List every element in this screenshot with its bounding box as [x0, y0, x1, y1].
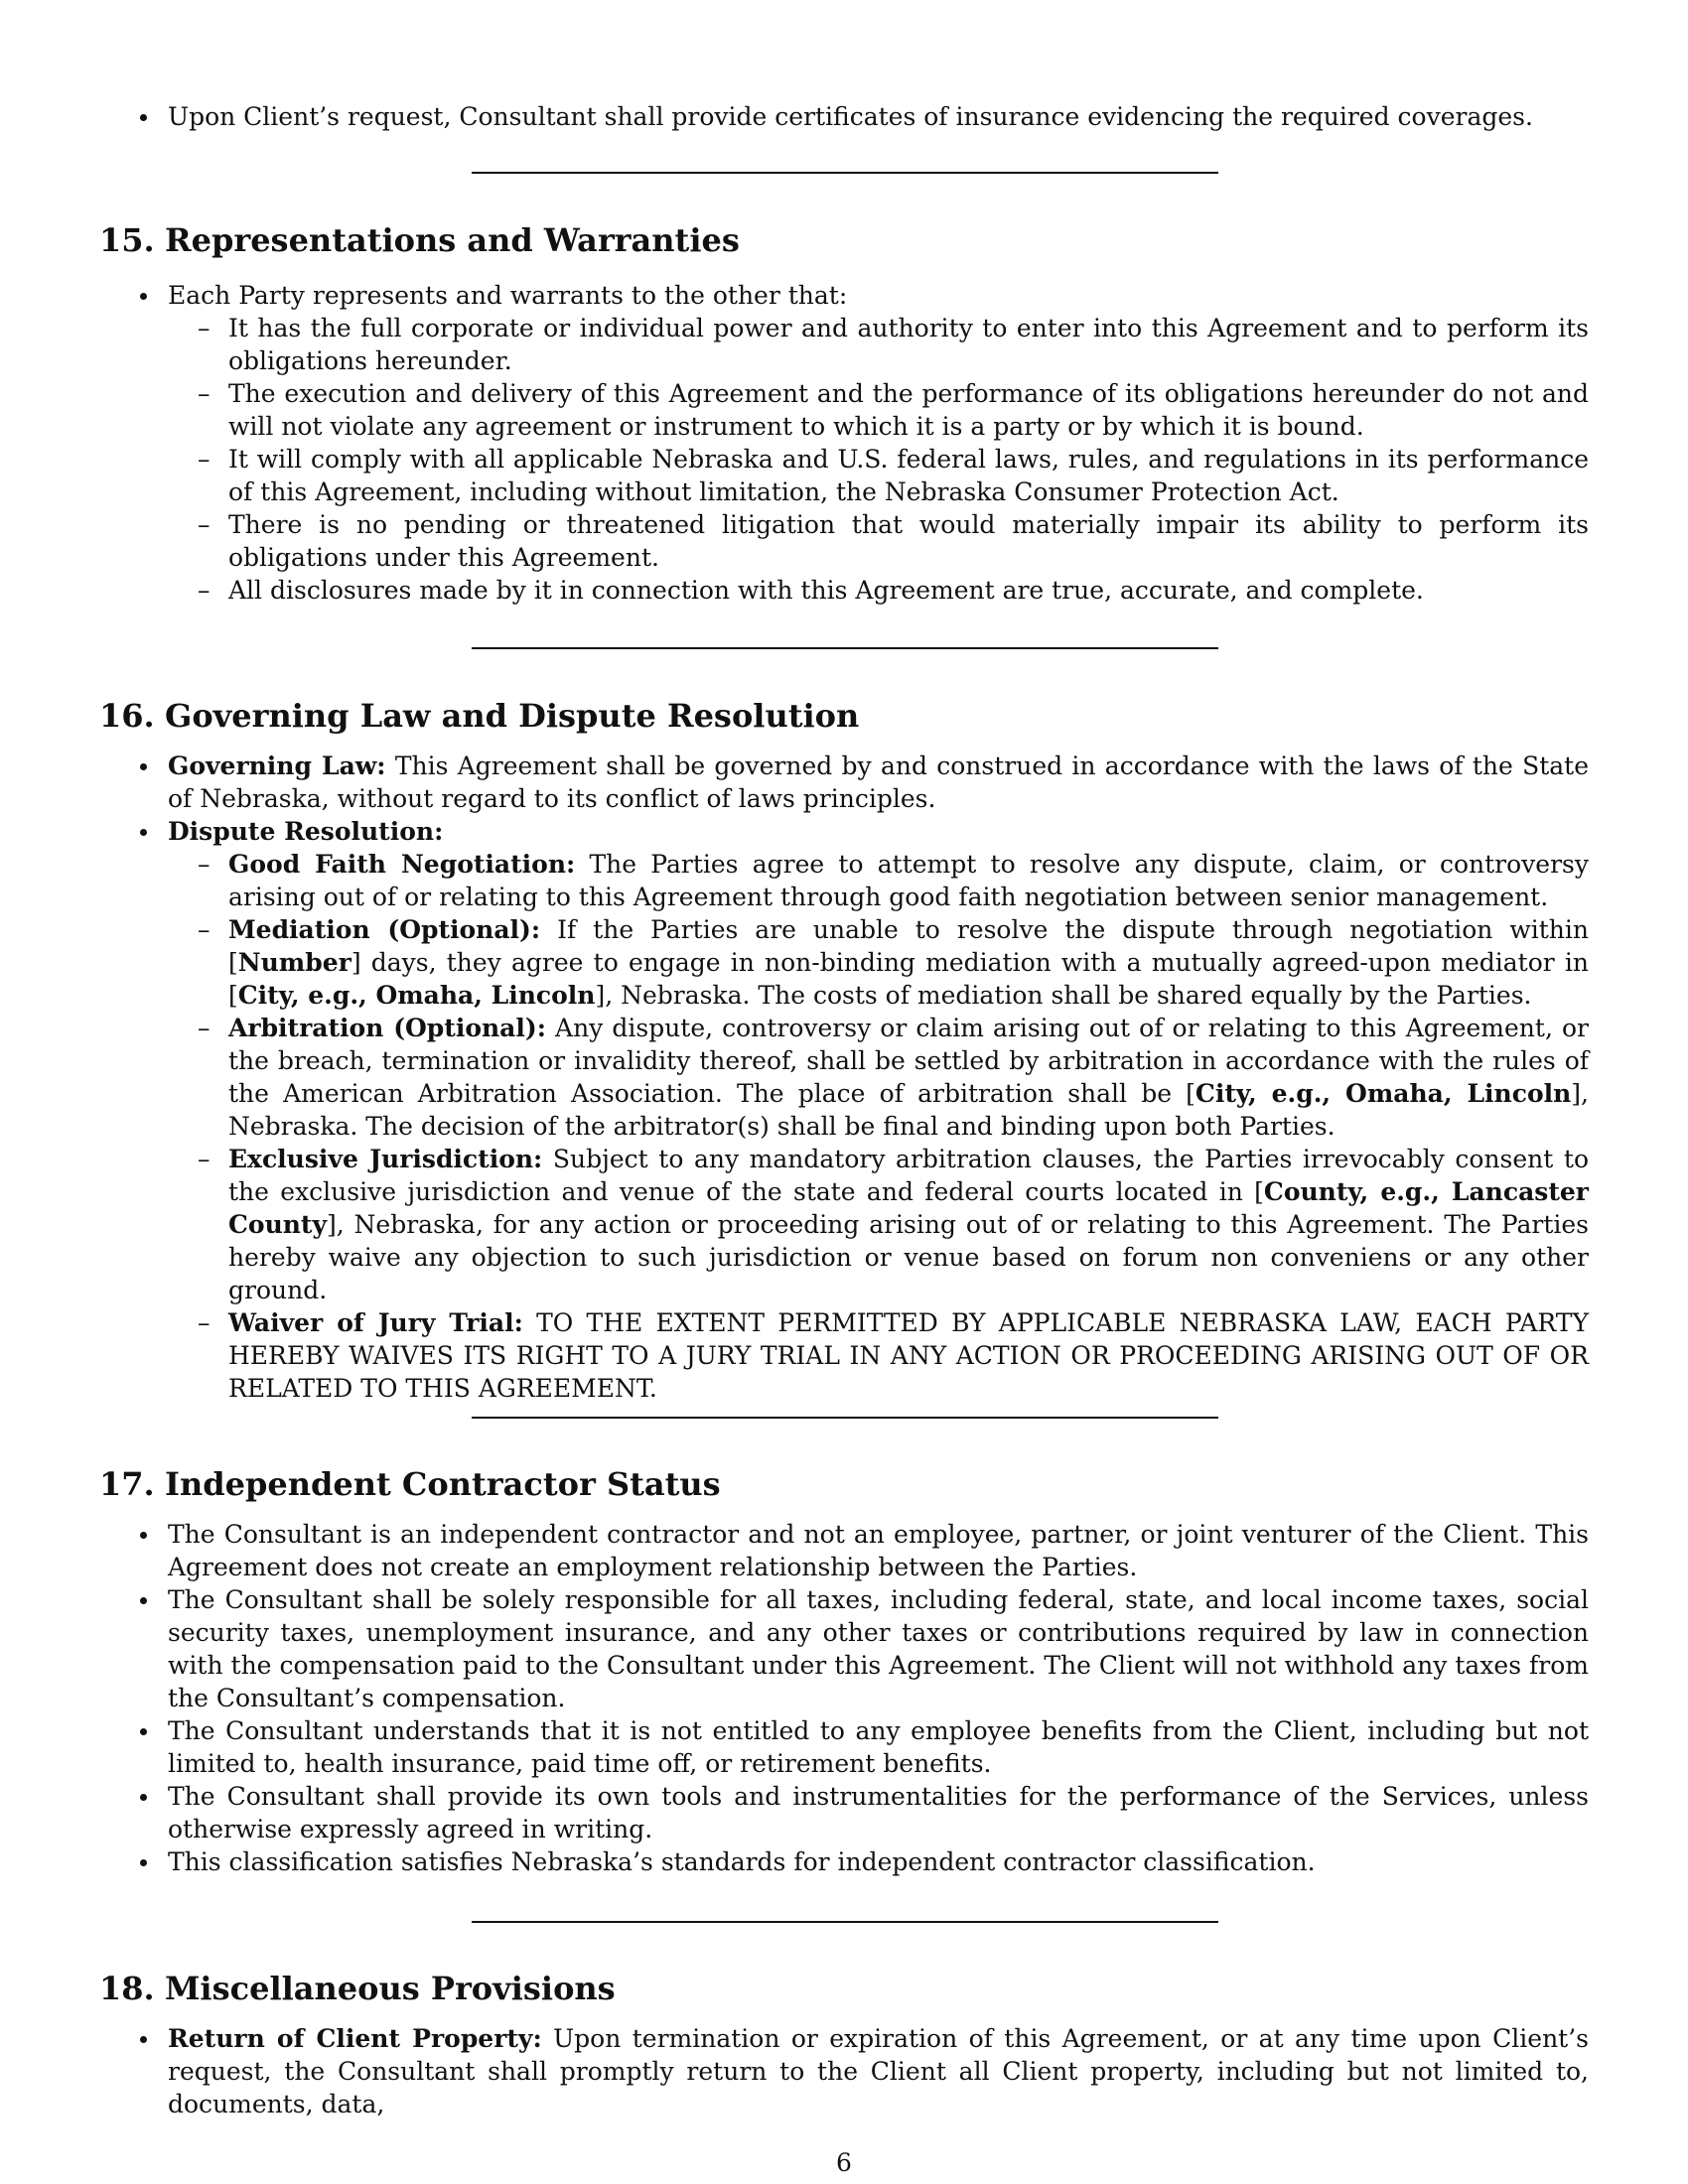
- list-item: – It will comply with all applicable Nebraska and U.S. federal laws, rules, and regulations in its performance of this Agreement, including without limitation, the Nebraska Consumer Protection Act.: [168, 443, 1589, 508]
- list-item: Return of Client Property: Upon termination or expiration of this Agreement, or at any time upon Client’s request, the Consultant shall promptly return to the Client all Client property, including but not limited to, documents, data,: [99, 2022, 1589, 2120]
- insurance-certificates-block: [99, 100, 1589, 133]
- list-item: – All disclosures made by it in connection with this Agreement are true, accurate, and complete.: [168, 574, 1589, 607]
- list-item: Each Party represents and warrants to the other that: – It has the full corporate or individual power and authority to enter into this Agreement and to perform its obligations hereunder. – The execution and delivery of this Agreement and the performance of its obligations hereunder do not and will not violate any agreement or instrument to which it is a party or by which it is bound. – It will comply with all applicable Nebraska and U.S. federal laws, rules, and regulations in its performance of this Agreement, including without limitation, the Nebraska Consumer Protection Act. – There is no pending or threatened litigation that would materially impair its ability to perform its obligations under this Agreement. – All disclosures made by it in connection with this Agreement are true, accurate, and complete.: [99, 279, 1589, 607]
- list-item: – Exclusive Jurisdiction: Subject to any mandatory arbitration clauses, the Parties irrevocably consent to the exclusive jurisdiction and venue of the state and federal courts located in [County, e.g., Lancaster County], Nebraska, for any action or proceeding arising out of or relating to this Agreement. The Parties hereby waive any objection to such jurisdiction or venue based on forum non conveniens or any other ground.: [168, 1143, 1589, 1306]
- list-item: Upon Client’s request, Consultant shall provide certificates of insurance evidencing the required coverages.: [99, 100, 1589, 133]
- section-divider: [472, 1921, 1218, 1923]
- list-item: The Consultant is an independent contractor and not an employee, partner, or joint venturer of the Client. This Agreement does not create an employment relationship between the Parties.: [99, 1518, 1589, 1583]
- list-item: – Arbitration (Optional): Any dispute, controversy or claim arising out of or relating to this Agreement, or the breach, termination or invalidity thereof, shall be settled by arbitration in accordance with the rules of the American Arbitration Association. The place of arbitration shall be [City, e.g., Omaha, Lincoln], Nebraska. The decision of the arbitrator(s) shall be final and binding upon both Parties.: [168, 1012, 1589, 1143]
- list-item: The Consultant shall provide its own tools and instrumentalities for the performance of the Services, unless otherwise expressly agreed in writing.: [99, 1780, 1589, 1845]
- list-item: – Good Faith Negotiation: The Parties agree to attempt to resolve any dispute, claim, or controversy arising out of or relating to this Agreement through good faith negotiation between senior management.: [168, 848, 1589, 913]
- section-divider: [472, 1417, 1218, 1419]
- list-item: – The execution and delivery of this Agreement and the performance of its obligations hereunder do not and will not violate any agreement or instrument to which it is a party or by which it is bound.: [168, 377, 1589, 443]
- section-divider: [472, 647, 1218, 649]
- list-item: The Consultant understands that it is not entitled to any employee benefits from the Client, including but not limited to, health insurance, paid time off, or retirement benefits.: [99, 1714, 1589, 1780]
- section-18-heading: 18. Miscellaneous Provisions: [99, 1970, 616, 2007]
- section-16-body: [99, 750, 1589, 1405]
- section-divider: [472, 172, 1218, 174]
- list-item: Governing Law: This Agreement shall be governed by and construed in accordance with the laws of the State of Nebraska, without regard to its conflict of laws principles.: [99, 750, 1589, 815]
- list-item: – It has the full corporate or individual power and authority to enter into this Agreement and to perform its obligations hereunder.: [168, 312, 1589, 377]
- section-18-body: [99, 2022, 1589, 2120]
- section-15-body: [99, 279, 1589, 607]
- section-16-heading: 16. Governing Law and Dispute Resolution: [99, 697, 860, 735]
- list-item: This classification satisfies Nebraska’s standards for independent contractor classification.: [99, 1845, 1589, 1878]
- list-item: Dispute Resolution: – Good Faith Negotiation: The Parties agree to attempt to resolve any dispute, claim, or controversy arising out of or relating to this Agreement through good faith negotiation between senior management. – Mediation (Optional): If the Parties are unable to resolve the dispute through negotiation within [Number] days, they agree to engage in non-binding mediation with a mutually agreed-upon mediator in [City, e.g., Omaha, Lincoln], Nebraska. The costs of mediation shall be shared equally by the Parties. – Arbitration (Optional): Any dispute, controversy or claim arising out of or relating to this Agreement, or the breach, termination or invalidity thereof, shall be settled by arbitration in accordance with the rules of the American Arbitration Association. The place of arbitration shall be [City, e.g., Omaha, Lincoln], Nebraska. The decision of the arbitrator(s) shall be final and binding upon both Parties. – Exclusive Jurisdiction: Subject to any mandatory arbitration clauses, the Parties irrevocably consent to the exclusive jurisdiction and venue of the state and federal courts located in [County, e.g., Lancaster County], Nebraska, for any action or proceeding arising out of or relating to this Agreement. The Parties hereby waive any objection to such jurisdiction or venue based on forum non conveniens or any other ground. – Waiver of Jury Trial: TO THE EXTENT PERMITTED BY APPLICABLE NEBRASKA LAW, EACH PARTY HEREBY WAIVES ITS RIGHT TO A JURY TRIAL IN ANY ACTION OR PROCEEDING ARISING OUT OF OR RELATED TO THIS AGREEMENT.: [99, 815, 1589, 1405]
- section-15-heading: 15. Representations and Warranties: [99, 221, 740, 259]
- section-17-body: [99, 1518, 1589, 1878]
- list-item: – Mediation (Optional): If the Parties are unable to resolve the dispute through negotiation within [Number] days, they agree to engage in non-binding mediation with a mutually agreed-upon mediator in [City, e.g., Omaha, Lincoln], Nebraska. The costs of mediation shall be shared equally by the Parties.: [168, 913, 1589, 1012]
- list-item: – Waiver of Jury Trial: TO THE EXTENT PERMITTED BY APPLICABLE NEBRASKA LAW, EACH PARTY HEREBY WAIVES ITS RIGHT TO A JURY TRIAL IN ANY ACTION OR PROCEEDING ARISING OUT OF OR RELATED TO THIS AGREEMENT.: [168, 1306, 1589, 1405]
- page-number: 6: [836, 2148, 852, 2177]
- list-item: The Consultant shall be solely responsible for all taxes, including federal, state, and local income taxes, social security taxes, unemployment insurance, and any other taxes or contributions required by law in connection with the compensation paid to the Consultant under this Agreement. The Client will not withhold any taxes from the Consultant’s compensation.: [99, 1583, 1589, 1714]
- section-17-heading: 17. Independent Contractor Status: [99, 1465, 721, 1503]
- list-item: – There is no pending or threatened litigation that would materially impair its ability to perform its obligations under this Agreement.: [168, 508, 1589, 574]
